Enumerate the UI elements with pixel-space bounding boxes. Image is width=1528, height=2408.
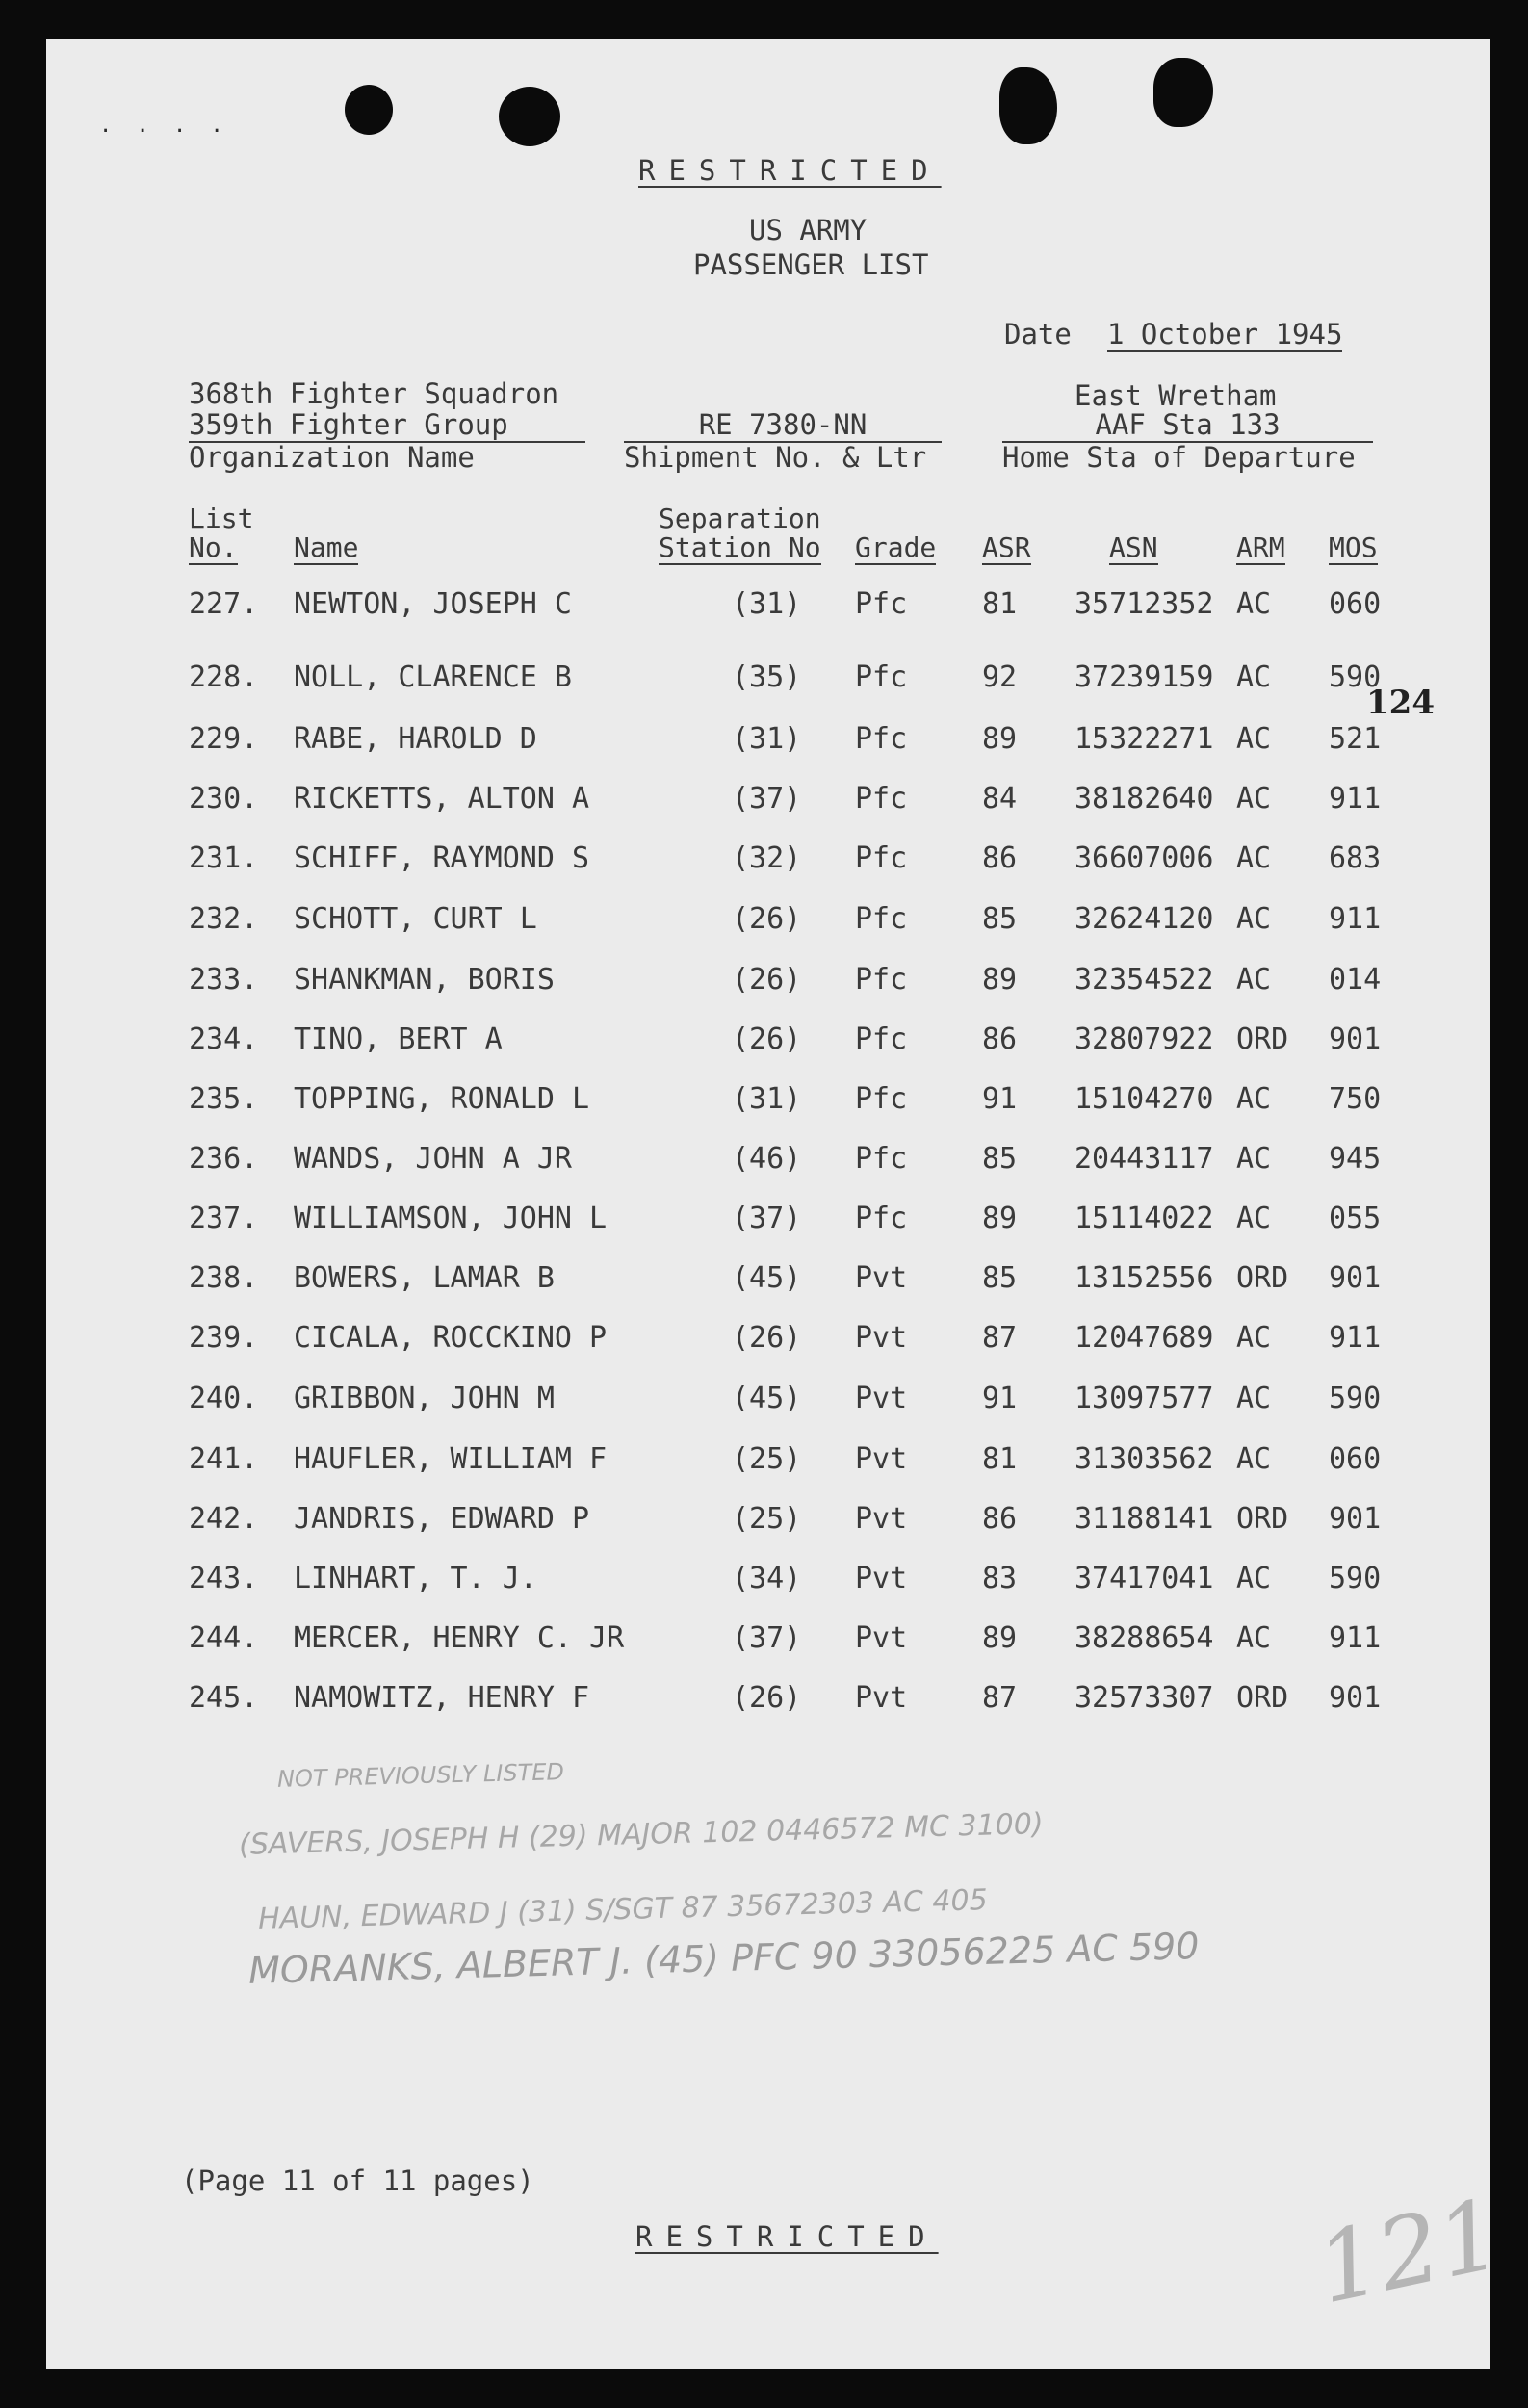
separation-header-top: Separation [659, 503, 821, 534]
arm-of-service: AC [1236, 1202, 1272, 1235]
passenger-name: GRIBBON, JOHN M [294, 1382, 555, 1415]
arm-of-service: ORD [1236, 1023, 1289, 1056]
separation-station: (34) [732, 1562, 802, 1595]
table-row [46, 722, 1490, 761]
arm-of-service: AC [1236, 1621, 1272, 1655]
grade: Pfc [855, 963, 908, 997]
list-number: 237. [189, 1202, 259, 1235]
table-row [46, 1502, 1490, 1541]
handwritten-note: NOT PREVIOUSLY LISTED [276, 1758, 565, 1793]
table-row [46, 782, 1490, 820]
pencil-page-number: 121 [1307, 2177, 1511, 2326]
date-value: 1 October 1945 [1107, 318, 1343, 350]
mos-code: 014 [1329, 963, 1382, 997]
grade: Pfc [855, 782, 908, 816]
army-serial-number: 13152556 [1075, 1261, 1214, 1295]
army-serial-number: 35712352 [1075, 587, 1214, 621]
asr-score: 83 [982, 1562, 1018, 1595]
arm-of-service: AC [1236, 1562, 1272, 1595]
date-label: Date [1004, 318, 1072, 350]
table-row [46, 1681, 1490, 1720]
passenger-name: TINO, BERT A [294, 1023, 503, 1056]
list-number: 239. [189, 1321, 259, 1355]
shipment-number: RE 7380-NN [624, 408, 942, 443]
table-row [46, 1082, 1490, 1121]
punch-hole [499, 87, 560, 146]
arm-of-service: ORD [1236, 1261, 1289, 1295]
list-number: 229. [189, 722, 259, 756]
list-number: 234. [189, 1023, 259, 1056]
grade: Pvt [855, 1562, 908, 1595]
separation-station: (35) [732, 660, 802, 694]
mos-code: 901 [1329, 1261, 1382, 1295]
grade: Pvt [855, 1261, 908, 1295]
table-row [46, 963, 1490, 1001]
document-page [46, 39, 1511, 2369]
asr-score: 92 [982, 660, 1018, 694]
list-number: 235. [189, 1082, 259, 1116]
mos-code: 521 [1329, 722, 1382, 756]
grade: Pfc [855, 1082, 908, 1116]
list-number: 227. [189, 587, 259, 621]
passenger-name: JANDRIS, EDWARD P [294, 1502, 590, 1536]
table-row [46, 1261, 1490, 1300]
table-row [46, 902, 1490, 941]
grade: Pvt [855, 1442, 908, 1476]
separation-station: (25) [732, 1442, 802, 1476]
grade: Pfc [855, 902, 908, 936]
asr-score: 87 [982, 1321, 1018, 1355]
arm-of-service: AC [1236, 1082, 1272, 1116]
table-row [46, 1023, 1490, 1061]
table-row [46, 1562, 1490, 1600]
separation-station: (26) [732, 1023, 802, 1056]
group-name: 359th Fighter Group [189, 408, 585, 443]
army-serial-number: 15114022 [1075, 1202, 1214, 1235]
mos-code: 901 [1329, 1502, 1382, 1536]
asr-score: 81 [982, 587, 1018, 621]
classification-header: RESTRICTED [638, 154, 942, 187]
asr-score: 91 [982, 1082, 1018, 1116]
list-no-header-top: List [189, 503, 254, 534]
list-number: 238. [189, 1261, 259, 1295]
list-title: PASSENGER LIST [693, 248, 929, 281]
punch-hole [999, 67, 1057, 144]
arm-of-service: AC [1236, 963, 1272, 997]
grade: Pfc [855, 1023, 908, 1056]
list-number: 243. [189, 1562, 259, 1595]
asr-score: 85 [982, 1261, 1018, 1295]
mos-code: 060 [1329, 587, 1382, 621]
mos-code: 590 [1329, 660, 1382, 694]
passenger-name: NAMOWITZ, HENRY F [294, 1681, 590, 1715]
list-number: 231. [189, 842, 259, 875]
army-serial-number: 12047689 [1075, 1321, 1214, 1355]
station-code: AAF Sta 133 [1002, 408, 1373, 443]
passenger-name: SCHIFF, RAYMOND S [294, 842, 590, 875]
handwritten-entry: HAUN, EDWARD J (31) S/SGT 87 35672303 AC 405 [257, 1883, 989, 1936]
mos-code: 911 [1329, 1321, 1382, 1355]
mos-code: 060 [1329, 1442, 1382, 1476]
separation-station: (32) [732, 842, 802, 875]
army-serial-number: 38288654 [1075, 1621, 1214, 1655]
asr-score: 89 [982, 1202, 1018, 1235]
asr-score: 89 [982, 963, 1018, 997]
squadron-name: 368th Fighter Squadron [189, 377, 559, 410]
mos-code: 901 [1329, 1681, 1382, 1715]
list-number: 236. [189, 1142, 259, 1176]
punch-hole [1153, 58, 1213, 127]
table-row [46, 1621, 1490, 1660]
army-serial-number: 32573307 [1075, 1681, 1214, 1715]
handwritten-entry: (SAVERS, JOSEPH H (29) MAJOR 102 0446572 MC 3100) [238, 1807, 1045, 1862]
asr-score: 84 [982, 782, 1018, 816]
passenger-name: SHANKMAN, BORIS [294, 963, 555, 997]
page-count: (Page 11 of 11 pages) [181, 2164, 534, 2197]
separation-station: (31) [732, 587, 802, 621]
mos-code: 911 [1329, 1621, 1382, 1655]
arm-of-service: AC [1236, 1382, 1272, 1415]
arm-of-service: AC [1236, 722, 1272, 756]
separation-station: (31) [732, 722, 802, 756]
grade-header: Grade [855, 531, 937, 563]
list-no-header: No. [189, 531, 238, 563]
passenger-name: TOPPING, RONALD L [294, 1082, 590, 1116]
arm-of-service: AC [1236, 1142, 1272, 1176]
grade: Pfc [855, 722, 908, 756]
army-serial-number: 36607006 [1075, 842, 1214, 875]
passenger-name: CICALA, ROCCKINO P [294, 1321, 608, 1355]
separation-station: (26) [732, 1321, 802, 1355]
list-number: 230. [189, 782, 259, 816]
station-name: East Wretham [1075, 379, 1277, 412]
asr-score: 86 [982, 1023, 1018, 1056]
arm-of-service: ORD [1236, 1502, 1289, 1536]
arm-of-service: AC [1236, 587, 1272, 621]
list-number: 245. [189, 1681, 259, 1715]
shipment-label: Shipment No. & Ltr [624, 441, 927, 474]
passenger-name: NOLL, CLARENCE B [294, 660, 572, 694]
arm-of-service: AC [1236, 1321, 1272, 1355]
name-header: Name [294, 531, 359, 563]
passenger-name: WILLIAMSON, JOHN L [294, 1202, 608, 1235]
arm-of-service: AC [1236, 902, 1272, 936]
arm-of-service: AC [1236, 842, 1272, 875]
asr-header: ASR [982, 531, 1031, 563]
army-serial-number: 31188141 [1075, 1502, 1214, 1536]
army-serial-number: 20443117 [1075, 1142, 1214, 1176]
army-serial-number: 37417041 [1075, 1562, 1214, 1595]
agency-title: US ARMY [749, 214, 868, 246]
separation-station: (37) [732, 782, 802, 816]
grade: Pfc [855, 587, 908, 621]
passenger-name: SCHOTT, CURT L [294, 902, 537, 936]
mos-code: 750 [1329, 1082, 1382, 1116]
asr-score: 86 [982, 1502, 1018, 1536]
army-serial-number: 38182640 [1075, 782, 1214, 816]
separation-station: (26) [732, 1681, 802, 1715]
list-number: 233. [189, 963, 259, 997]
grade: Pfc [855, 842, 908, 875]
passenger-name: BOWERS, LAMAR B [294, 1261, 555, 1295]
asr-score: 85 [982, 902, 1018, 936]
classification-footer: RESTRICTED [635, 2220, 939, 2253]
grade: Pvt [855, 1681, 908, 1715]
list-number: 240. [189, 1382, 259, 1415]
passenger-name: NEWTON, JOSEPH C [294, 587, 572, 621]
asr-score: 86 [982, 842, 1018, 875]
separation-station: (45) [732, 1261, 802, 1295]
army-serial-number: 15322271 [1075, 722, 1214, 756]
scan-specks: . . . . [99, 114, 229, 138]
list-number: 232. [189, 902, 259, 936]
separation-station: (46) [732, 1142, 802, 1176]
passenger-name: WANDS, JOHN A JR [294, 1142, 572, 1176]
arm-header: ARM [1236, 531, 1285, 563]
asr-score: 87 [982, 1681, 1018, 1715]
separation-station: (25) [732, 1502, 802, 1536]
army-serial-number: 32807922 [1075, 1023, 1214, 1056]
table-row [46, 842, 1490, 880]
arm-of-service: AC [1236, 1442, 1272, 1476]
page-stamp: 124 [1366, 684, 1435, 722]
table-row [46, 1442, 1490, 1481]
table-row [46, 1382, 1490, 1420]
passenger-name: LINHART, T. J. [294, 1562, 537, 1595]
arm-of-service: ORD [1236, 1681, 1289, 1715]
table-row [46, 660, 1490, 699]
grade: Pfc [855, 1142, 908, 1176]
mos-code: 590 [1329, 1562, 1382, 1595]
table-row [46, 1202, 1490, 1240]
separation-station: (26) [732, 902, 802, 936]
asr-score: 89 [982, 722, 1018, 756]
separation-station: (26) [732, 963, 802, 997]
asr-score: 85 [982, 1142, 1018, 1176]
list-number: 241. [189, 1442, 259, 1476]
mos-code: 683 [1329, 842, 1382, 875]
separation-station: (31) [732, 1082, 802, 1116]
grade: Pvt [855, 1621, 908, 1655]
separation-station: (37) [732, 1621, 802, 1655]
mos-code: 901 [1329, 1023, 1382, 1056]
grade: Pfc [855, 1202, 908, 1235]
asr-score: 91 [982, 1382, 1018, 1415]
grade: Pvt [855, 1321, 908, 1355]
mos-code: 911 [1329, 902, 1382, 936]
passenger-name: RICKETTS, ALTON A [294, 782, 590, 816]
passenger-name: HAUFLER, WILLIAM F [294, 1442, 608, 1476]
mos-code: 055 [1329, 1202, 1382, 1235]
station-label: Home Sta of Departure [1002, 441, 1356, 474]
mos-header: MOS [1329, 531, 1378, 563]
punch-hole [345, 85, 393, 135]
asr-score: 81 [982, 1442, 1018, 1476]
army-serial-number: 32624120 [1075, 902, 1214, 936]
grade: Pvt [855, 1382, 908, 1415]
separation-station: (37) [732, 1202, 802, 1235]
asn-header: ASN [1109, 531, 1158, 563]
army-serial-number: 37239159 [1075, 660, 1214, 694]
mos-code: 945 [1329, 1142, 1382, 1176]
table-row [46, 1321, 1490, 1359]
mos-code: 590 [1329, 1382, 1382, 1415]
army-serial-number: 31303562 [1075, 1442, 1214, 1476]
passenger-name: RABE, HAROLD D [294, 722, 537, 756]
grade: Pvt [855, 1502, 908, 1536]
passenger-name: MERCER, HENRY C. JR [294, 1621, 625, 1655]
table-row [46, 587, 1490, 626]
organization-label: Organization Name [189, 441, 475, 474]
army-serial-number: 13097577 [1075, 1382, 1214, 1415]
handwritten-entry: MORANKS, ALBERT J. (45) PFC 90 33056225 AC 590 [247, 1925, 1200, 1992]
table-row [46, 1142, 1490, 1180]
army-serial-number: 15104270 [1075, 1082, 1214, 1116]
mos-code: 911 [1329, 782, 1382, 816]
separation-header: Station No [659, 531, 821, 563]
asr-score: 89 [982, 1621, 1018, 1655]
list-number: 244. [189, 1621, 259, 1655]
list-number: 228. [189, 660, 259, 694]
arm-of-service: AC [1236, 782, 1272, 816]
arm-of-service: AC [1236, 660, 1272, 694]
army-serial-number: 32354522 [1075, 963, 1214, 997]
separation-station: (45) [732, 1382, 802, 1415]
list-number: 242. [189, 1502, 259, 1536]
grade: Pfc [855, 660, 908, 694]
